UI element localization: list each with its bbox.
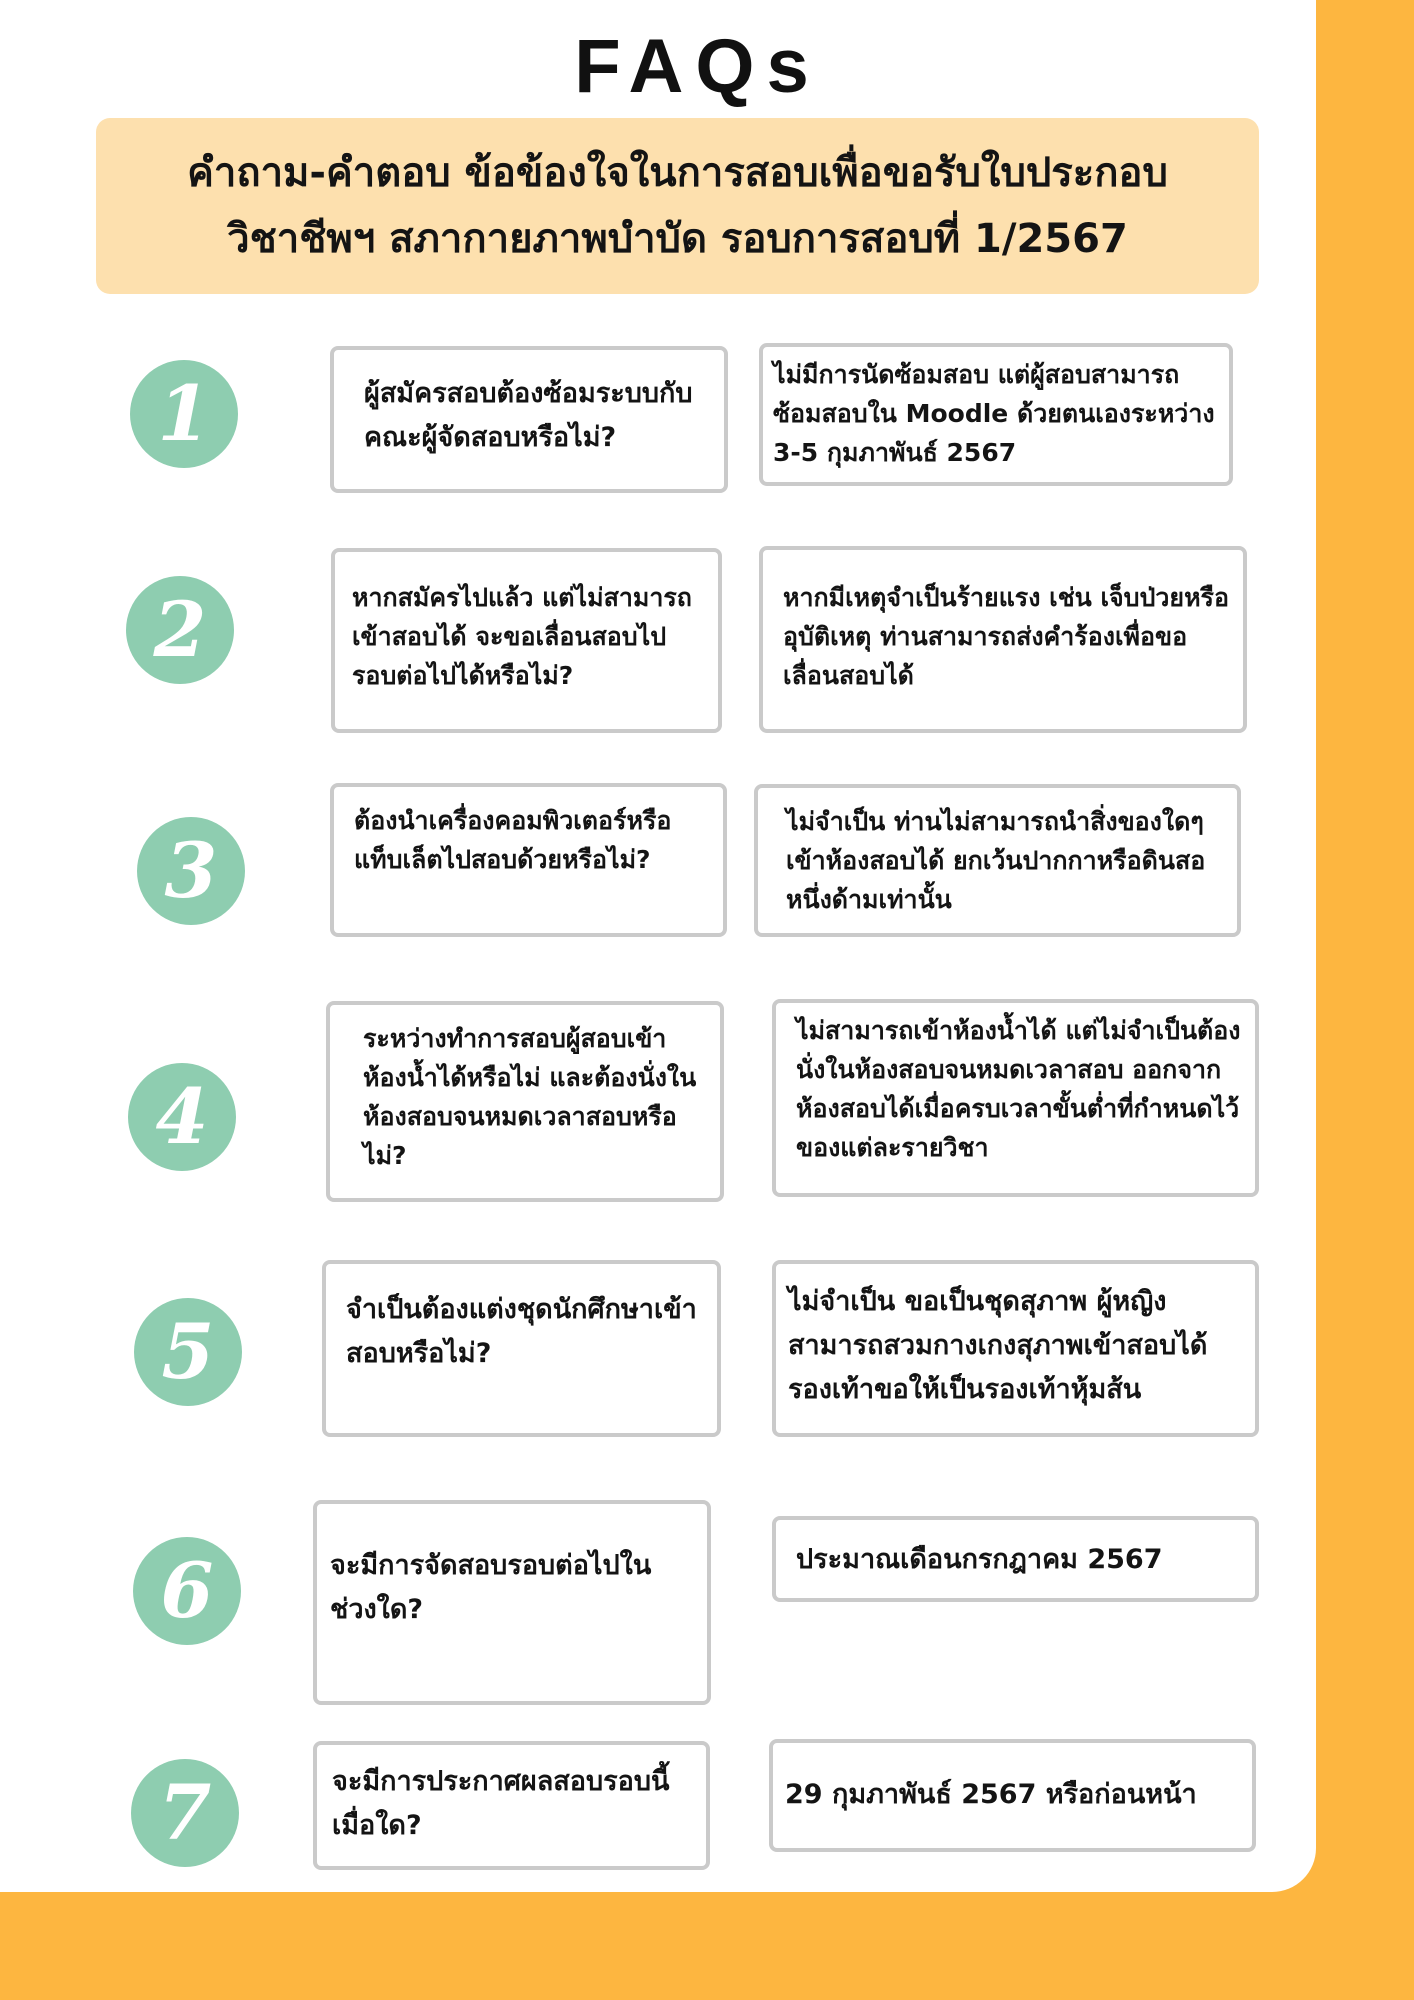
faq-5-question	[322, 1260, 721, 1437]
faq-2-question-text: หากสมัครไปแล้ว แต่ไม่สามารถเข้าสอบได้ จะขอเลื่อนสอบไปรอบต่อไปได้หรือไม่?	[352, 583, 692, 690]
faq-4-number: 4	[128, 1063, 236, 1171]
faq-1-question-text: ผู้สมัครสอบต้องซ้อมระบบกับคณะผู้จัดสอบหรือไม่?	[364, 378, 693, 453]
faq-3-number: 3	[137, 817, 245, 925]
faq-1-number: 1	[130, 360, 238, 468]
faq-2-answer	[759, 546, 1247, 733]
faq-5-number: 5	[134, 1298, 242, 1406]
banner-line-2: วิชาชีพฯ สภากายภาพบำบัด รอบการสอบที่ 1/2567	[227, 216, 1128, 262]
faq-1-question	[330, 346, 728, 493]
faq-7-question	[313, 1741, 710, 1870]
faq-6-question	[313, 1500, 711, 1705]
faq-3-question	[330, 783, 727, 937]
banner-line-1: คำถาม-คำตอบ ข้อข้องใจในการสอบเพื่อขอรับใบประกอบ	[187, 150, 1168, 196]
faq-4-question-text: ระหว่างทำการสอบผู้สอบเข้าห้องน้ำได้หรือไม่ และต้องนั่งในห้องสอบจนหมดเวลาสอบหรือไม่?	[363, 1024, 697, 1170]
faq-4-question	[326, 1001, 724, 1202]
faq-7-number: 7	[131, 1759, 239, 1867]
faq-6-answer	[772, 1516, 1259, 1602]
faq-4-answer-text: ไม่สามารถเข้าห้องน้ำได้ แต่ไม่จำเป็นต้องนั่งในห้องสอบจนหมดเวลาสอบ ออกจากห้องสอบได้เมื่อครบเวลาขั้นต่ำที่กำหนดไว้ของแต่ละรายวิชา	[796, 1016, 1241, 1162]
faq-2-number: 2	[126, 576, 234, 684]
faq-3-answer	[754, 784, 1241, 937]
faq-1-answer	[759, 343, 1233, 486]
faq-7-answer-text: 29 กุมภาพันธ์ 2567 หรือก่อนหน้า	[785, 1779, 1197, 1810]
faq-1-answer-text: ไม่มีการนัดซ้อมสอบ แต่ผู้สอบสามารถซ้อมสอบใน Moodle ด้วยตนเองระหว่าง 3-5 กุมภาพันธ์ 2567	[773, 360, 1215, 467]
faq-3-question-text: ต้องนำเครื่องคอมพิวเตอร์หรือแท็บเล็ตไปสอบด้วยหรือไม่?	[354, 806, 672, 874]
faq-6-number: 6	[133, 1537, 241, 1645]
faq-6-question-text: จะมีการจัดสอบรอบต่อไปในช่วงใด?	[330, 1550, 652, 1625]
faq-5-answer	[772, 1260, 1259, 1437]
faq-2-answer-text: หากมีเหตุจำเป็นร้ายแรง เช่น เจ็บป่วยหรืออุบัติเหตุ ท่านสามารถส่งคำร้องเพื่อขอเลื่อนสอบได้	[783, 583, 1229, 690]
faq-5-answer-text: ไม่จำเป็น ขอเป็นชุดสุภาพ ผู้หญิงสามารถสวมกางเกงสุภาพเข้าสอบได้ รองเท้าขอให้เป็นรองเท้าหุ้มส้น	[788, 1286, 1208, 1405]
faq-3-answer-text: ไม่จำเป็น ท่านไม่สามารถนำสิ่งของใดๆ เข้าห้องสอบได้ ยกเว้นปากกาหรือดินสอหนึ่งด้ามเท่านั้น	[786, 807, 1206, 914]
faq-6-answer-text: ประมาณเดือนกรกฎาคม 2567	[796, 1544, 1163, 1575]
banner-text	[187, 140, 1168, 272]
faq-5-question-text: จำเป็นต้องแต่งชุดนักศึกษาเข้าสอบหรือไม่?	[346, 1294, 697, 1369]
faq-4-answer	[772, 999, 1259, 1197]
page-title: FAQs	[574, 24, 821, 109]
faq-7-answer	[769, 1739, 1256, 1852]
faq-7-question-text: จะมีการประกาศผลสอบรอบนี้ เมื่อใด?	[332, 1766, 670, 1841]
header-banner	[96, 118, 1259, 294]
faq-2-question	[331, 548, 722, 733]
